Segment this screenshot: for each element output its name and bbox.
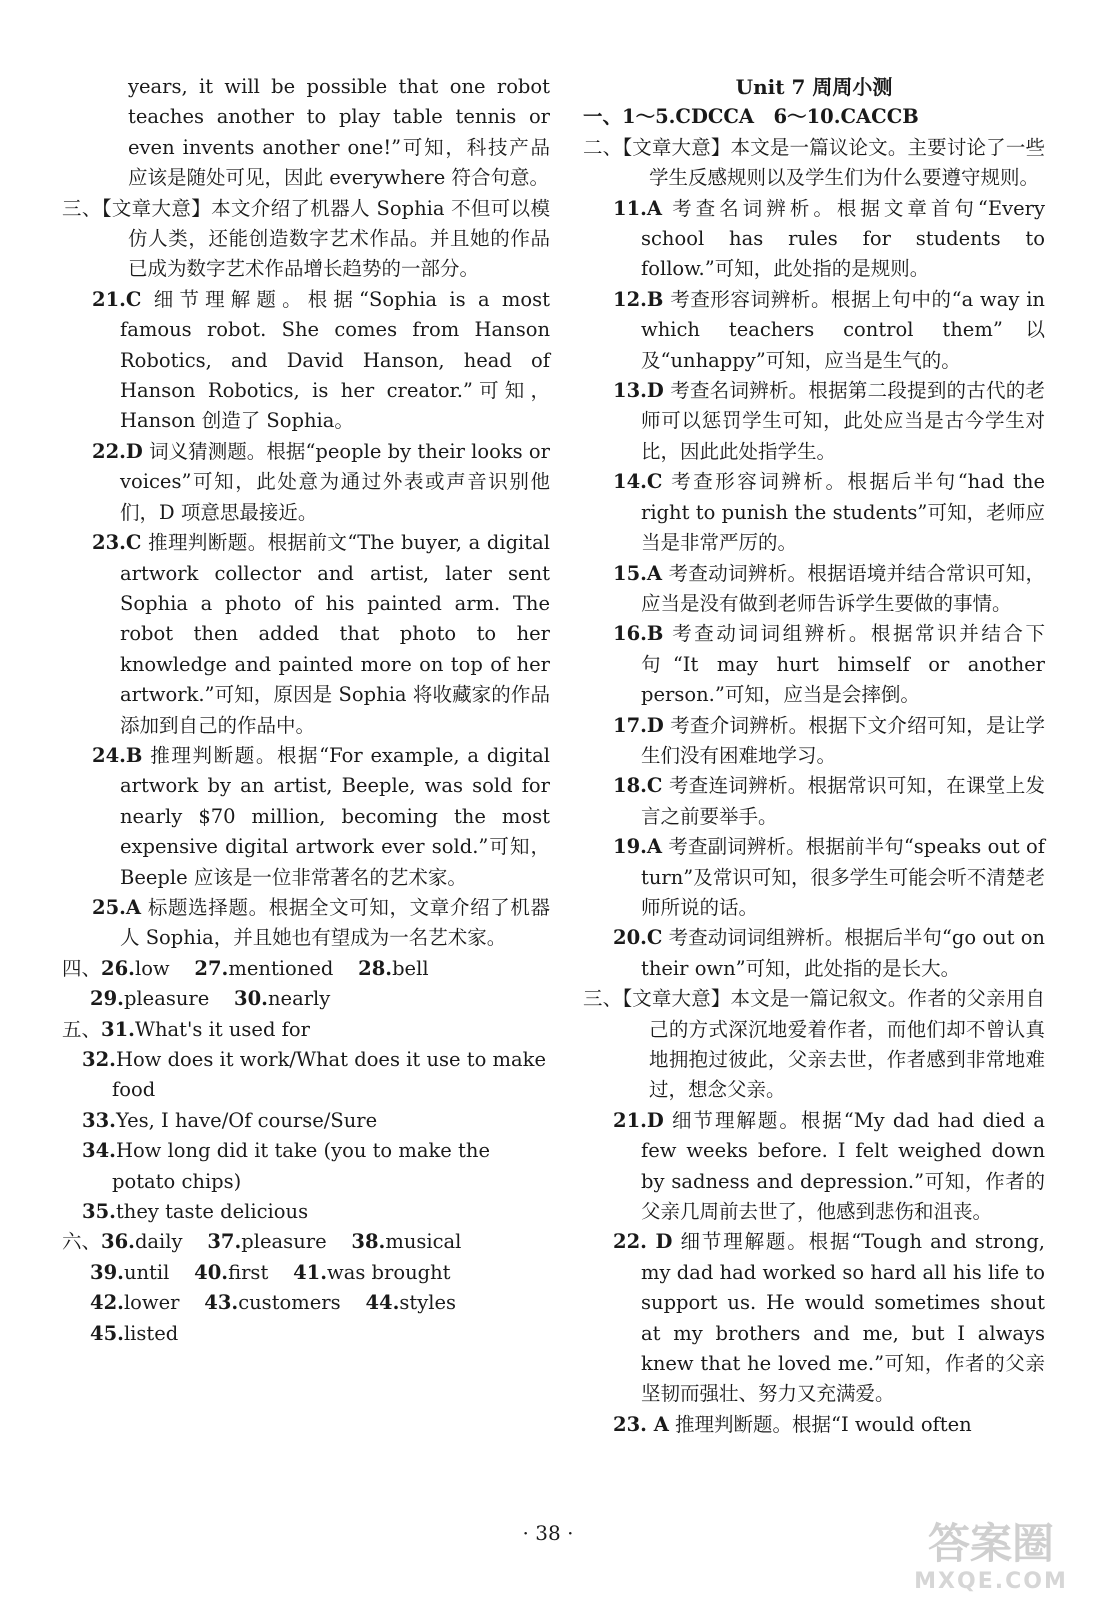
- answer-24: [62, 741, 550, 893]
- watermark-logo: [896, 1506, 1086, 1596]
- answer-16: [583, 619, 1045, 710]
- answer-number: 36.: [101, 1230, 135, 1254]
- answer-17: [583, 711, 1045, 772]
- answer-21: [583, 1106, 1045, 1228]
- section-6-row-2: [62, 1258, 550, 1288]
- answer-number: 44.: [365, 1291, 400, 1315]
- answer-number: 16.B: [613, 622, 664, 646]
- section-6-row-1: [62, 1227, 550, 1257]
- answer-number: 23.C: [92, 531, 142, 555]
- answer-number: 28.: [358, 956, 393, 980]
- answer-text: 考查副词辨析。根据前半句“speaks out of turn”及常识可知，很多学生可能会听不清楚老师所说的话。: [641, 835, 1045, 919]
- answer-number: 14.C: [613, 470, 663, 494]
- answer-text: nearly: [267, 987, 331, 1011]
- answer-text: 考查名词辨析。根据文章首句“Every school has rules for students to follow.”可知，此处指的是规则。: [641, 196, 1045, 281]
- section-2-summary: 二、【文章大意】本文是一篇议论文。主要讨论了一些学生反感规则以及学生们为什么要遵守规则。: [583, 135, 1045, 190]
- answer-text: 考查介词辨析。根据下文介绍可知，是让学生们没有困难地学习。: [641, 713, 1045, 767]
- svg-text:答案圈: 答案圈: [927, 1519, 1055, 1568]
- answer-22: [583, 1227, 1045, 1409]
- answer-21: [62, 285, 550, 437]
- answer-23: [583, 1410, 1045, 1440]
- answer-text: How long did it take (you to make the potato chips): [112, 1139, 490, 1193]
- answer-number: 29.: [90, 987, 124, 1011]
- answer-number: 12.B: [613, 287, 664, 311]
- answer-22: [62, 437, 550, 528]
- answer-text: customers: [238, 1291, 341, 1315]
- page-number: · 38 ·: [522, 1521, 574, 1545]
- answer-text: was brought: [327, 1260, 451, 1284]
- answer-number: 21.D: [613, 1108, 664, 1132]
- answer-text: listed: [123, 1321, 179, 1345]
- answer-number: 40.: [194, 1260, 229, 1284]
- answer-text: 标题选择题。根据全文可知，文章介绍了机器人 Sophia，并且她也有望成为一名艺术家。: [120, 895, 550, 950]
- answer-number: 37.: [207, 1230, 242, 1254]
- answer-number: 17.D: [613, 713, 664, 737]
- answer-b-continuation: years, it will be possible that one robot teaches another to play table tennis or even invents another one!”可知，科技产品应该是随处可见，因此 everywhere 符合句意。: [128, 75, 550, 190]
- answer-text: What's it used for: [134, 1017, 310, 1041]
- answer-23: [62, 528, 550, 741]
- answer-number: 22. D: [613, 1230, 673, 1254]
- answer-text: mentioned: [228, 956, 334, 980]
- answer-text: 考查动词词组辨析。根据常识并结合下句“It may hurt himself or another person.”可知，应当是会摔倒。: [641, 622, 1045, 707]
- answer-number: 39.: [90, 1260, 124, 1284]
- answer-34: [62, 1136, 550, 1197]
- answer-number: 38.: [351, 1230, 386, 1254]
- answer-text: until: [123, 1260, 170, 1284]
- answer-number: 42.: [90, 1291, 124, 1315]
- section-4-label: 四、: [62, 956, 102, 980]
- answer-33: [62, 1106, 550, 1136]
- answer-text: low: [134, 956, 170, 980]
- answer-text: How does it work/What does it use to make food: [112, 1048, 547, 1102]
- answer-13: [583, 376, 1045, 467]
- answer-text: 考查形容词辨析。根据上句中的“a way in which teachers control them”以及“unhappy”可知，应当是生气的。: [641, 287, 1045, 372]
- answer-text: 细节理解题。根据“Tough and strong, my dad had worked so hard all his life to support us. He would sometimes shout at my brothers and me, but I always knew that he loved me.”可知，作者的父亲坚韧而强壮、努力又充满爱。: [641, 1230, 1046, 1406]
- answer-text: 考查形容词辨析。根据后半句“had the right to punish the students”可知，老师应当是非常严厉的。: [641, 470, 1045, 555]
- answer-number: 15.A: [613, 561, 663, 585]
- answer-text: 考查连词辨析。根据常识可知，在课堂上发言之前要举手。: [641, 774, 1045, 828]
- answer-text: Yes, I have/Of course/Sure: [115, 1108, 378, 1132]
- section-4-row-1: [62, 954, 550, 984]
- answer-number: 30.: [234, 987, 268, 1011]
- answer-text: 推理判断题。根据“For example, a digital artwork by an artist, Beeple, was sold for nearly $70 million, becoming the most expensive digital artwork ever sold.”可知，Beeple 应该是一位非常著名的艺术家。: [120, 743, 550, 889]
- answer-text: 推理判断题。根据前文“The buyer, a digital artwork collector and artist, later sent Sophia a photo of his painted arm. The robot then added that photo to her knowledge and painted more on top of her artwork.”可知，原因是 Sophia 将收藏家的作品添加到自己的作品中。: [120, 531, 550, 737]
- section-1-answers: 一、1～5.CDCCA 6～10.CACCB: [583, 105, 919, 129]
- section-3-summary: 三、【文章大意】本文介绍了机器人 Sophia 不但可以模仿人类，还能创造数字艺术作品。并且她的作品已成为数字艺术作品增长趋势的一部分。: [62, 196, 550, 281]
- answer-32: [62, 1045, 550, 1106]
- answer-text: 考查动词词组辨析。根据后半句“go out on their own”可知，此处指的是长大。: [641, 926, 1045, 980]
- answer-number: 19.A: [613, 835, 663, 859]
- answer-35: [62, 1197, 550, 1227]
- answer-14: [583, 467, 1045, 558]
- answer-number: 25.A: [92, 895, 142, 919]
- answer-number: 22.D: [92, 439, 143, 463]
- answer-18: [583, 771, 1045, 832]
- answer-number: 45.: [90, 1321, 124, 1345]
- answer-number: 24.B: [92, 743, 143, 767]
- section-3-summary: 三、【文章大意】本文是一篇记叙文。作者的父亲用自己的方式深沉地爱着作者，而他们却不曾认真地拥抱过彼此，父亲去世，作者感到非常地难过，想念父亲。: [583, 987, 1045, 1102]
- answer-number: 13.D: [613, 379, 664, 403]
- answer-31: [62, 1015, 550, 1045]
- answer-text: they taste delicious: [115, 1200, 309, 1224]
- answer-number: 23. A: [613, 1412, 669, 1436]
- answer-number: 18.C: [613, 774, 663, 798]
- answer-text: 词义猜测题。根据“people by their looks or voices”可知，此处意为通过外表或声音识别他们，D 项意思最接近。: [120, 439, 550, 524]
- answer-text: pleasure: [123, 987, 210, 1011]
- answer-text: 细节理解题。根据“My dad had died a few weeks before. I felt weighed down by sadness and depression.”可知，作者的父亲几周前去世了，他感到悲伤和沮丧。: [641, 1108, 1045, 1224]
- section-6-row-4: [62, 1319, 550, 1349]
- section-6-row-3: [62, 1288, 550, 1318]
- answer-20: [583, 923, 1045, 984]
- answer-number: 27.: [194, 956, 229, 980]
- answer-number: 41.: [293, 1260, 328, 1284]
- answer-text: bell: [392, 956, 429, 980]
- answer-text: first: [228, 1260, 269, 1284]
- answer-text: 细节理解题。根据“Sophia is a most famous robot. She comes from Hanson Robotics, and David Hanson, head of Hanson Robotics, is her creator.”可知，Hanson 创造了 Sophia。: [120, 287, 550, 433]
- left-column: [62, 72, 550, 1349]
- answer-number: 31.: [101, 1017, 135, 1041]
- answer-text: styles: [399, 1291, 457, 1315]
- answer-text: 推理判断题。根据“I would often: [668, 1412, 972, 1436]
- section-4-row-2: [62, 984, 550, 1014]
- answer-12: [583, 285, 1045, 376]
- answer-number: 20.C: [613, 926, 663, 950]
- unit-title: Unit 7 周周小测: [735, 75, 893, 99]
- answer-text: musical: [385, 1230, 462, 1254]
- answer-number: 26.: [101, 956, 135, 980]
- answer-15: [583, 559, 1045, 620]
- answer-number: 32.: [82, 1048, 116, 1071]
- answer-text: 考查动词辨析。根据语境并结合常识可知，应当是没有做到老师告诉学生要做的事情。: [641, 561, 1045, 615]
- section-5-label: 五、: [62, 1017, 102, 1041]
- answer-text: 考查名词辨析。根据第二段提到的古代的老师可以惩罚学生可知，此处应当是古今学生对比，因此此处指学生。: [641, 379, 1045, 463]
- answer-text: pleasure: [241, 1230, 327, 1254]
- section-6-label: 六、: [62, 1230, 102, 1254]
- svg-text:MXQE.COM: MXQE.COM: [914, 1569, 1068, 1594]
- right-column: [583, 72, 1045, 1440]
- answer-number: 35.: [82, 1200, 116, 1224]
- answer-number: 43.: [204, 1291, 239, 1315]
- answer-19: [583, 832, 1045, 923]
- answer-text: lower: [123, 1291, 180, 1315]
- answer-number: 33.: [82, 1108, 116, 1132]
- answer-25: [62, 893, 550, 954]
- answer-number: 34.: [82, 1139, 116, 1163]
- answer-text: daily: [134, 1230, 183, 1254]
- answer-number: 11.A: [613, 196, 663, 220]
- answer-11: [583, 194, 1045, 285]
- answer-number: 21.C: [92, 287, 142, 311]
